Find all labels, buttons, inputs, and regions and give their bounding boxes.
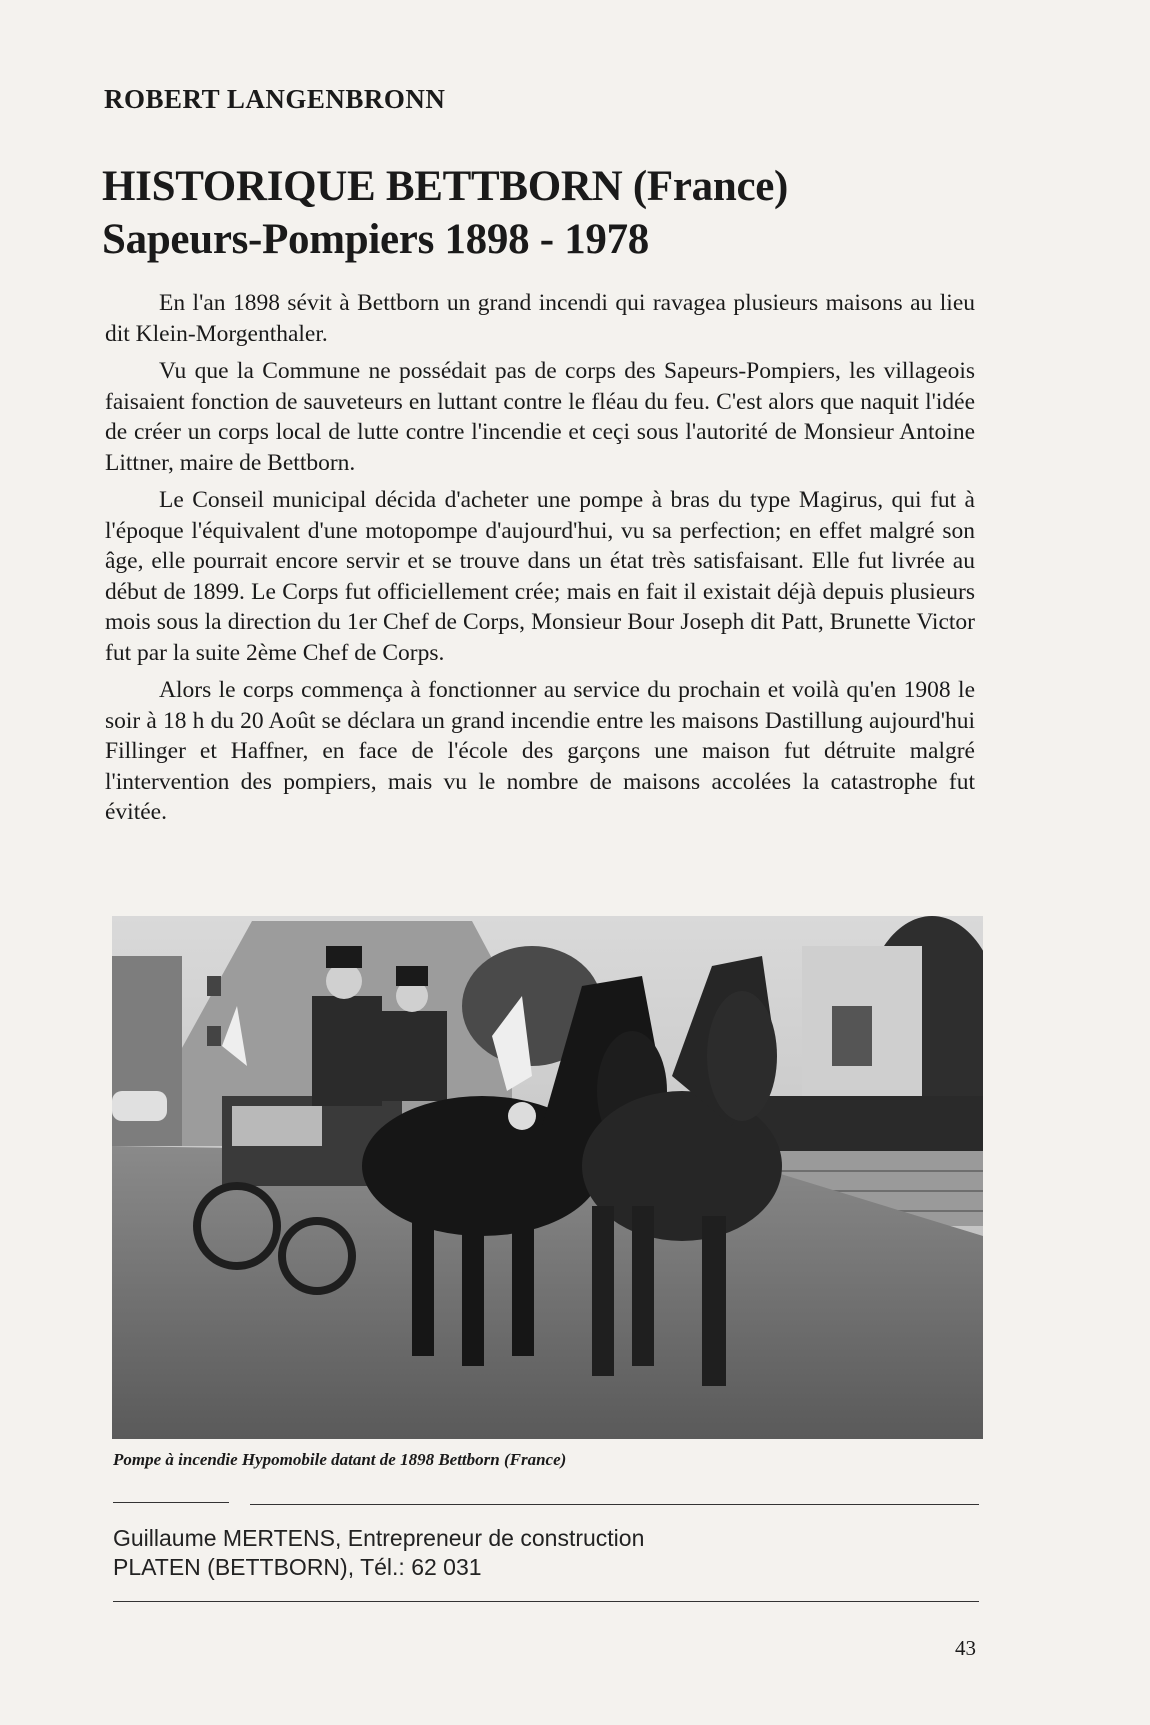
paragraph: Vu que la Commune ne possédait pas de corps des Sapeurs-Pompiers, les villageois faisaient fonction de sauveteurs en luttant contre le fléau du feu. C'est alors que naquit l'idée de créer un corps local de lutte contre l'incendie et ceçi sous l'autorité de Monsieur Antoine Littner, maire de Bettborn. — [105, 358, 975, 476]
article-title — [102, 160, 1002, 266]
photo-illustration — [112, 916, 983, 1439]
article-body — [105, 288, 975, 835]
paragraph: Le Conseil municipal décida d'acheter une pompe à bras du type Magirus, qui fut à l'époque l'équivalent d'une motopompe d'aujourd'hui, vu sa perfection; en effet malgré son âge, elle pourrait encore servir et se trouve dans un état très satisfaisant. Elle fut livrée au début de 1899. Le Corps fut officiellement crée; mais en fait il existait déjà depuis plusieurs mois sous la direction du 1er Chef de Corps, Monsieur Bour Joseph dit Patt, Brunette Victor fut par la suite 2ème Chef de Corps. — [105, 487, 975, 666]
title-line-1: HISTORIQUE BETTBORN (France) — [102, 163, 789, 210]
horse-drawn-fire-pump-photo — [112, 916, 983, 1439]
author-name: ROBERT LANGENBRONN — [104, 84, 446, 114]
page-number: 43 — [955, 1636, 976, 1660]
divider-top — [250, 1504, 979, 1505]
photo-caption: Pompe à incendie Hypomobile datant de 1898 Bettborn (France) — [113, 1450, 567, 1469]
advertisement-line-1: Guillaume MERTENS, Entrepreneur de construction — [113, 1525, 645, 1551]
paragraph: Alors le corps commença à fonctionner au service du prochain et voilà qu'en 1908 le soir à 18 h du 20 Août se déclara un grand incendie entre les maisons Dastillung aujourd'hui Fillinger et Haffner, en face de l'école des garçons une maison fut détruite malgré l'intervention des pompiers, mais vu le nombre de maisons accolées la catastrophe fut évitée. — [105, 677, 975, 825]
divider-bottom — [113, 1601, 979, 1602]
advertisement — [113, 1524, 644, 1582]
advertisement-line-2: PLATEN (BETTBORN), Tél.: 62 031 — [113, 1554, 482, 1580]
divider-short — [113, 1502, 229, 1503]
title-line-2: Sapeurs-Pompiers 1898 - 1978 — [102, 216, 649, 263]
paragraph: En l'an 1898 sévit à Bettborn un grand incendi qui ravagea plusieurs maisons au lieu dit Klein-Morgenthaler. — [105, 290, 975, 347]
